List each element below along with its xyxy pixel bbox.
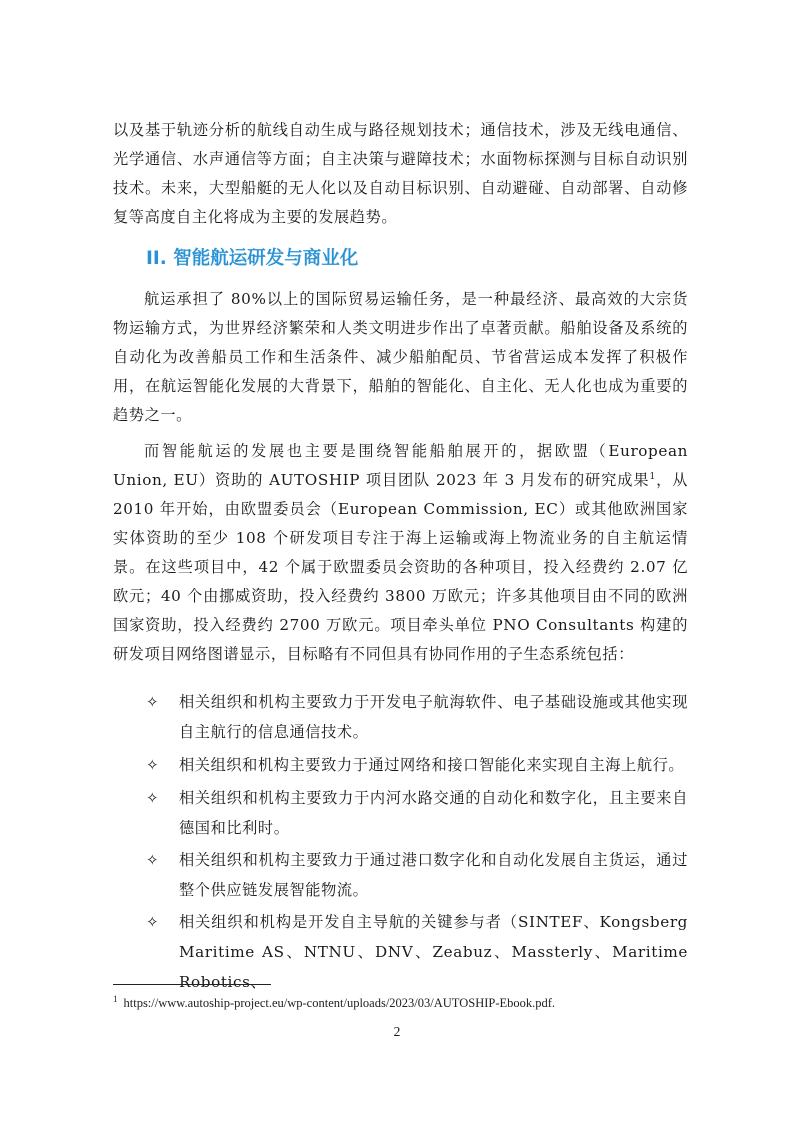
page-number: 2 [393,1024,401,1039]
diamond-bullet-icon: ✧ [146,693,160,711]
list-item [146,687,688,747]
footnote [113,989,693,1013]
paragraph-autoship-part1: 而智能航运的发展也主要是围绕智能船舶展开的，据欧盟（European Union, EU）资助的 AUTOSHIP 项目团队 2023 年 3 月发布的研究成果 [113,442,688,489]
diamond-bullet-icon: ✧ [146,913,160,931]
footnote-number: 1 [113,994,118,1004]
list-item [146,783,688,843]
diamond-bullet-icon: ✧ [146,851,160,869]
diamond-bullet-icon: ✧ [146,756,160,774]
list-item-text: 相关组织和机构主要致力于开发电子航海软件、电子基础设施或其他实现自主航行的信息通信技术。 [179,693,688,741]
footnote-reference[interactable]: 1 [649,471,656,482]
paragraph-autoship-part2: ，从 2010 年开始，由欧盟委员会（European Commission, EC）或其他欧洲国家实体资助的至少 108 个研发项目专注于海上运输或海上物流业务的自主航运情景。在这些项目中，42 个属于欧盟委员会资助的各种项目，投入经费约 2.07 亿欧元；40 个由挪威资助，投入经费约 3800 万欧元；许多其他项目由不同的欧洲国家资助，投入经费约 2700 万欧元。项目牵头单位 PNO Consultants 构建的研发项目网络图谱显示，目标略有不同但具有协同作用的子生态系统包括： [113,471,689,663]
paragraph-continuation: 以及基于轨迹分析的航线自动生成与路径规划技术；通信技术，涉及无线电通信、光学通信、水声通信等方面；自主决策与避障技术；水面物标探测与目标自动识别技术。未来，大型船艇的无人化以及自动目标识别、自动避碰、自动部署、自动修复等高度自主化将成为主要的发展趋势。 [113,121,688,226]
paragraph-autoship [113,437,688,669]
list-item-text: 相关组织和机构主要致力于通过网络和接口智能化来实现自主海上航行。 [179,756,685,774]
paragraph-shipping: 航运承担了 80%以上的国际贸易运输任务，是一种最经济、最高效的大宗货物运输方式，为世界经济繁荣和人类文明进步作出了卓著贡献。船舶设备及系统的自动化为改善船员工作和生活条件、减少船舶配员、节省营运成本发挥了积极作用，在航运智能化发展的大背景下，船舶的智能化、自主化、无人化也成为重要的趋势之一。 [113,290,688,424]
list-item-text: 相关组织和机构主要致力于内河水路交通的自动化和数字化，且主要来自德国和比利时。 [179,789,688,837]
footnote-divider [113,984,271,985]
list-item-text: 相关组织和机构主要致力于通过港口数字化和自动化发展自主货运，通过整个供应链发展智能物流。 [179,851,688,899]
diamond-bullet-icon: ✧ [146,789,160,807]
list-item [146,750,688,780]
list-item-text: 相关组织和机构是开发自主导航的关键参与者（SINTEF、Kongsberg Maritime AS、NTNU、DNV、Zeabuz、Massterly、Maritime Robotics、 [179,913,688,991]
list-item [146,845,688,905]
footnote-link[interactable]: https://www.autoship-project.eu/wp-content/uploads/2023/03/AUTOSHIP-Ebook.pdf. [123,996,556,1011]
section-heading: II. 智能航运研发与商业化 [146,248,359,269]
